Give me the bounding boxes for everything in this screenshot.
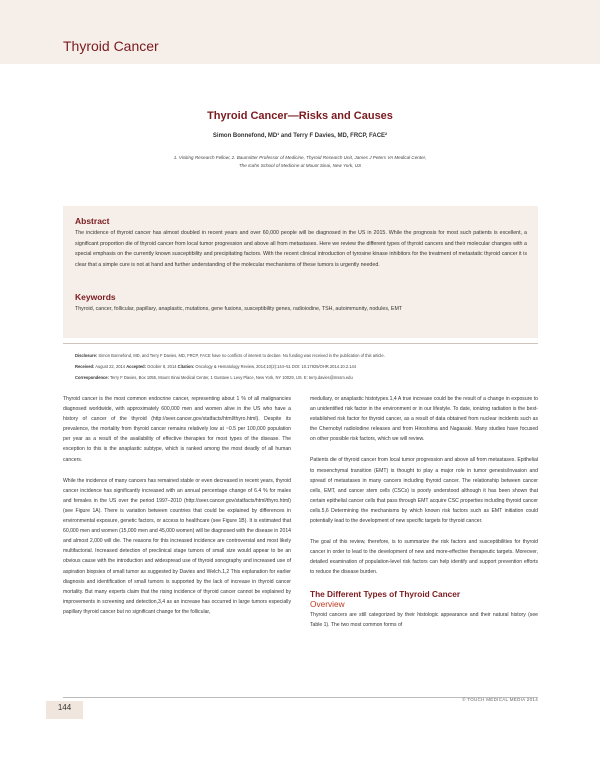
body-paragraph: Thyroid cancer is the most common endocrine cancer, representing about 1 % of all malignancies diagnosed worldwide, with approximately 600,000 men and women alive in the US who have a history of cancer of the thyroid (http://seer.cancer.gov/statfacts/html/thyro.html). Despite its prevalence, the mortality from thyroid cancer remains relatively low at ~0.5 per 100,000 population per year as a result of the availability of effective therapies for most types of the disease. The exception to this is the anaplastic subtype, which is ranked among the most deadly of all human cancers. [63,396,291,463]
correspondence-label: Correspondence: [75,375,109,380]
accepted-label: Accepted: [126,364,147,369]
body-paragraph: medullary, or anaplastic histotypes.1,4 A true increase could be the result of a change in exposure to an unidentified risk factor in the environment or in our lifestyle. To date, ionizing radiation is the best-established risk factor for thyroid cancer, as a result of data obtained from nuclear incidents such as the Chernobyl radiolodine releases and from Hiroshima and Nagasaki. Many studies have focused on other possible risk factors, which we will review. [310,396,538,443]
disclosure-text: Simon Bonnefond, MD, and Terry F Davies, MD, FRCP, FACE have no conflicts of interest to declare. No funding was received in the publication of this article. [97,353,385,358]
copyright-notice: © TOUCH MEDICAL MEDIA 2014 [462,697,538,702]
section-title: Thyroid Cancer [63,38,159,54]
received-label: Received: [75,364,95,369]
article-authors: Simon Bonnefond, MD¹ and Terry F Davies, MD, FRCP, FACE² [212,133,388,139]
subsection-heading: Overview [310,598,345,609]
received-date: August 22, 2014 [94,364,127,369]
abstract-box [63,206,538,338]
accepted-date: October 8, 2014 [146,364,178,369]
body-column-left [63,394,291,628]
disclosure-line [75,350,527,361]
meta-divider [63,343,538,344]
correspondence-text: Terry F Davies, Box 1055, Mount Sinai Medical Center, 1 Gustave L Levy Place, New York, NY 10029, US. E: terry.davies@mssm.edu [108,375,353,380]
citation-label: Citation: [177,364,195,369]
page-number: 144 [57,703,72,712]
abstract-text: The incidence of thyroid cancer has almost doubled in recent years and over 60,000 people will be diagnosed in the US in 2015. While the prognosis for most such patients is excellent, a significant proportion die of thyroid cancer from local tumor progression and above all from metastases. Here we review the different types of thyroid cancers and their molecular changes with a special emphasis on the currently known susceptibility and precipitating factors. With the recent clinical introduction of tyrosine kinase inhibitors for the treatment of metastatic thyroid cancer it is clear that a simple cure is not at hand and further understanding of the molecular mechanisms of these tumors is urgently needed. [75,230,527,268]
header-band [0,0,600,64]
citation-text: Oncology & Hematology Review, 2014;10(2):144–51 DOI: 10.17925/OHR.2014.10.2.144 [194,364,357,369]
article-meta [75,350,527,383]
body-paragraph: The goal of this review, therefore, is to summarize the risk factors and susceptibilities for thyroid cancer in order to lead to the development of new and more-effective therapeutic targets. Moreover, detailed examination of population-level risk factors can help identify and support prevention efforts to reduce the disease burden. [310,539,538,576]
body-paragraph: Thyroid cancers are still categorized by their histologic appearance and their natural history (see Table 1). The two most common forms of [310,611,538,628]
affiliation-line-2: The Icahn School of Medicine at Mount Sinai, New York, US [238,163,362,168]
affiliation-line-1: 1. Visiting Research Fellow; 2. Baumritter Professor of Medicine, Thyroid Research Unit, James J Peters VA Medical Center, [173,155,427,160]
body-paragraph: Patients die of thyroid cancer from local tumor progression and above all from metastases. Epithelial to mesenchymal transition (EMT) is thought to play a major role in tumor genesis/invasion and spread of metastases in many cancers including thyroid cancer. The relationship between cancer cells, EMT, and cancer stem cells (CSCs) is poorly understood although it has been shown that certain epithelial cancer cells that pass through EMT acquire CSC properties including thyroid cancer cells.5,6 Determining the mechanisms by which known risk factors such as EMT initiation could potentially lead to the development of new specific targets for thyroid cancer. [310,457,538,525]
body-column-right [310,394,538,641]
section-heading: The Different Types of Thyroid Cancer [310,588,461,599]
body-paragraph: While the incidence of many cancers has remained stable or even decreased in recent years, thyroid cancer incidence has significantly increased with an annual percentage change of 6.4 % for males and females in the US over the period 1997–2010 (http://seer.cancer.gov/statfacts/html/thyro.html) (see Figure 1A). There is variation between countries that could be explained by differences in environmental exposure, genetic factors, or access to healthcare (see Figure 1B). It is estimated that 60,000 men and women (15,000 men and 45,000 women) will be diagnosed with the disease in 2014 and almost 2,000 will die. The reasons for this increased incidence are controversial and most likely multifactorial. Increased detection of preclinical stage tumors of small size would appear to be an obvious cause with the introduction and widespread use of thyroid sonography and increased use of aspiration biopsies of small tumor as suggested by Davies and Welch.1,2 This explanation for earlier diagnosis and identification of small tumors is supported by the lack of increase in thyroid cancer mortality. But many experts claim that the rising incidence of thyroid cancer cannot be explained by improvements in screening and detection,3,4 as an increase has occurred in large tumors especially papillary thyroid cancer but no significant change for the follicular, [63,477,291,615]
correspondence-line [75,372,527,383]
author-affiliations [60,154,540,170]
article-title: Thyroid Cancer—Risks and Causes [207,110,393,122]
disclosure-label: Disclosure: [75,353,98,358]
abstract-heading: Abstract [75,216,110,226]
keywords-heading: Keywords [75,292,116,302]
dates-line [75,361,527,372]
keywords-text: Thyroid, cancer, follicular, papillary, anaplastic, mutations, gene fusions, susceptibility genes, radioiodine, TSH, autoimmunity, nodules, EMT [75,306,403,312]
